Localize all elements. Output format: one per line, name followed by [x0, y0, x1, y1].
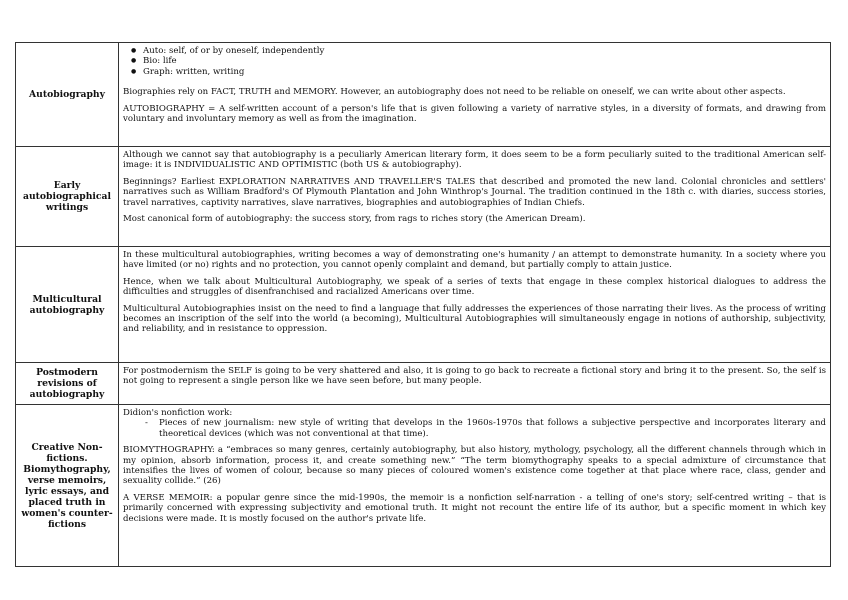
table-row — [16, 147, 831, 247]
paragraph: Beginnings? Earliest EXPLORATION NARRATIVES AND TRAVELLER'S TALES that described and promoted the new land. Colonial chronicles and settlers' narratives such as William Bradford's Of Plymouth Plantation and John Winthrop's Journal. The tradition continued in the 18th c. with diaries, success stories, travel narratives, captivity narratives, slave narratives, biographies and autobiographies of Indian Chiefs. — [123, 176, 826, 208]
paragraph: Multicultural Autobiographies insist on the need to find a language that fully addresses the experiences of those narrating their lives. As the process of writing becomes an inscription of the self into the world (a becoming), Multicultural Autobiographies will simultaneously engage in notions of authorship, subjectivity, and reliability, and in resistance to oppression. — [123, 303, 826, 335]
list-item: ● Bio: life — [143, 56, 826, 66]
paragraph: In these multicultural autobiographies, writing becomes a way of demonstrating one's humanity / an attempt to demonstrate humanity. In a society where you have limited (or no) rights and no protection, you cannot openly complaint and demand, but partially comply to attain justice. — [123, 250, 826, 271]
table-row — [16, 405, 831, 567]
row-heading: Postmodern revisions of autobiography — [16, 363, 119, 405]
row-content — [119, 147, 831, 247]
notes-table — [15, 42, 831, 567]
row-content — [119, 363, 831, 405]
paragraph: AUTOBIOGRAPHY = A self-written account of a person's life that is given following a variety of narrative styles, in a diversity of formats, and drawing from voluntary and involuntary memory as well as from the imagination. — [123, 103, 826, 125]
bullet-list — [123, 46, 826, 77]
paragraph: Most canonical form of autobiography: the success story, from rags to riches story (the American Dream). — [123, 214, 586, 225]
row-heading: Early autobiographical writings — [16, 147, 119, 247]
paragraph: BIOMYTHOGRAPHY: a “embraces so many genres, certainly autobiography, but also history, mythology, psychology, all the different channels through which in my opinion, absorb information, process it, and create something new.” “The term biomythography speaks to a special admixture of circumstance that intensifies the lives of women of colour, because so many pieces of coloured women's existence come together at that place where race, class, gender and sexuality collide.” (26) — [123, 445, 826, 487]
table-row — [16, 43, 831, 147]
list-item: - Pieces of new journalism: new style of writing that develops in the 1960s-1970s that follows a subjective perspective and incorporates literary and theoretical devices (which was not conventional at that time). — [159, 418, 826, 439]
paragraph: Although we cannot say that autobiography is a peculiarly American literary form, it does seem to be a form peculiarly suited to the traditional American self-image: it is INDIVIDUALISTIC AND OPTIMISTIC (both US & autobiography). — [123, 150, 826, 171]
paragraph: Didion's nonfiction work: — [123, 408, 233, 418]
table-row — [16, 247, 831, 363]
document-page — [15, 42, 831, 567]
row-heading: Creative Non-fictions. Biomythography, verse memoirs, lyric essays, and placed truth in women's counter-fictions — [16, 405, 119, 567]
row-content — [119, 247, 831, 363]
row-heading: Autobiography — [16, 43, 119, 147]
list-item: ● Auto: self, of or by oneself, independently — [143, 46, 826, 56]
row-content — [119, 43, 831, 147]
list-item: ● Graph: written, writing — [143, 67, 826, 77]
paragraph: A VERSE MEMOIR: a popular genre since the mid-1990s, the memoir is a nonfiction self-narration - a telling of one's story; self-centred writing – that is primarily concerned with expressing subjectivity and emotional truth. It might not recount the entire life of its author, but a specific moment in which key decisions were made. It is mostly focused on the author's private life. — [123, 492, 826, 524]
dash-list — [123, 418, 826, 439]
row-heading: Multicultural autobiography — [16, 247, 119, 363]
paragraph: Hence, when we talk about Multicultural Autobiography, we speak of a series of texts that engage in these complex historical dialogues to address the difficulties and struggles of disenfranchised and racialized Americans over time. — [123, 276, 826, 298]
paragraph: Biographies rely on FACT, TRUTH and MEMORY. However, an autobiography does not need to be reliable on oneself, we can write about other aspects. — [123, 87, 786, 98]
paragraph: For postmodernism the SELF is going to be very shattered and also, it is going to go back to recreate a fictional story and bring it to the present. So, the self is not going to represent a single person like we have seen before, but many people. — [123, 366, 826, 387]
table-row — [16, 363, 831, 405]
row-content — [119, 405, 831, 567]
